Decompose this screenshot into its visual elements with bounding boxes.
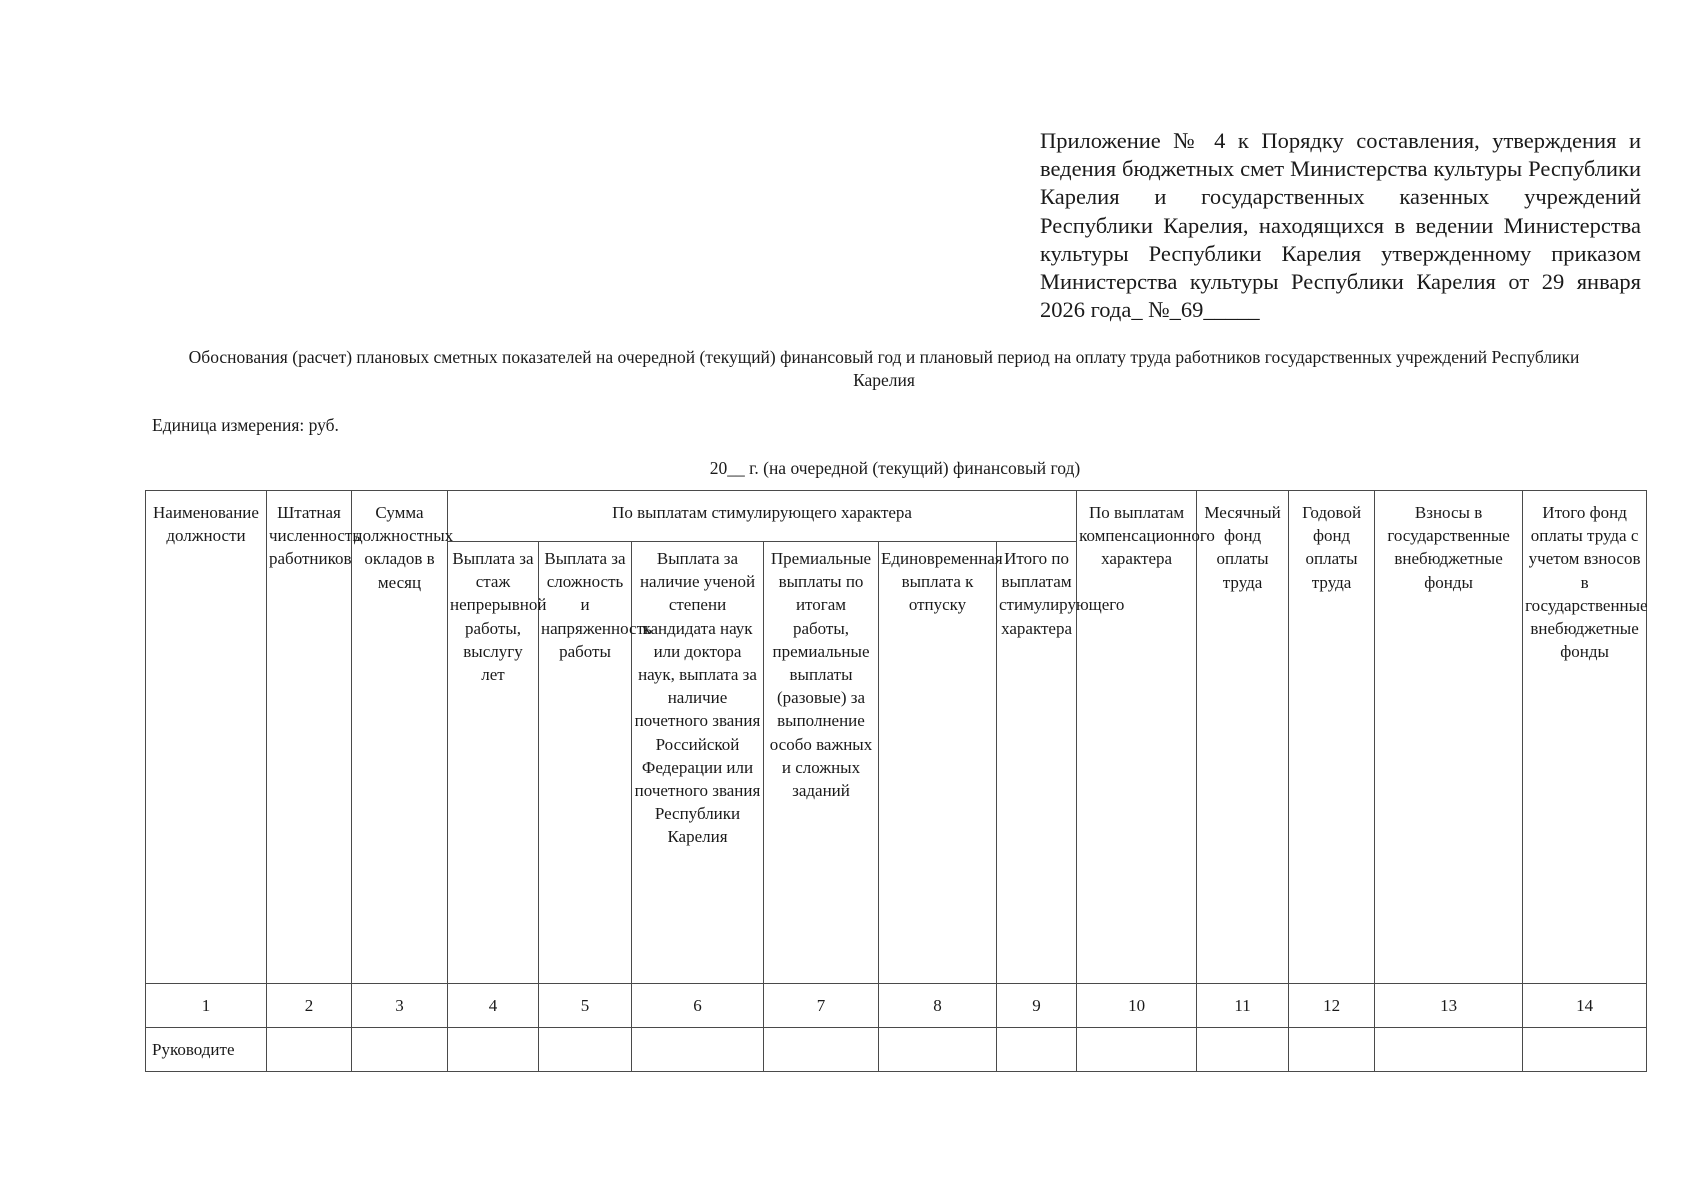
table-cell: [1197, 1028, 1289, 1072]
column-number: 12: [1289, 984, 1375, 1028]
header-bonus-payments: Премиальные выплаты по итогам работы, премиальные выплаты (разовые) за выполнение особо важных и сложных заданий: [764, 542, 879, 984]
column-number: 10: [1077, 984, 1197, 1028]
column-number: 14: [1523, 984, 1647, 1028]
column-number: 11: [1197, 984, 1289, 1028]
header-monthly-fund: Месячный фонд оплаты труда: [1197, 491, 1289, 984]
table-cell: [764, 1028, 879, 1072]
table-cell: [1289, 1028, 1375, 1072]
table-cell: [1375, 1028, 1523, 1072]
header-seniority-payment: Выплата за стаж непрерывной работы, выслугу лет: [448, 542, 539, 984]
table-row: [146, 1028, 1647, 1072]
table-cell: [997, 1028, 1077, 1072]
document-title: Обоснования (расчет) плановых сметных показателей на очередной (текущий) финансовый год и плановый период на оплату труда работников государственных учреждений Республики Карелия: [188, 347, 1580, 390]
table-cell: [1077, 1028, 1197, 1072]
table-cell: [352, 1028, 448, 1072]
column-number: 9: [997, 984, 1077, 1028]
table-cell: [632, 1028, 764, 1072]
period-caption: 20__ г. (на очередной (текущий) финансовый год): [709, 458, 1081, 478]
header-annual-fund: Годовой фонд оплаты труда: [1289, 491, 1375, 984]
column-number: 13: [1375, 984, 1523, 1028]
position-name-cell: Руководите: [146, 1028, 267, 1072]
header-total-fund: Итого фонд оплаты труда с учетом взносов в государственные внебюджетные фонды: [1523, 491, 1647, 984]
table-cell: [879, 1028, 997, 1072]
appendix-note: Приложение № 4 к Порядку составления, утверждения и ведения бюджетных смет Министерства культуры Республики Карелия и государственных казенных учреждений Республики Карелия, находящихся в ведении Министерства культуры Республики Карелия утвержденному приказом Министерства культуры Республики Карелия от 29 января 2026 года_ №_69_____: [1040, 128, 1641, 323]
column-number: 4: [448, 984, 539, 1028]
header-compensation: По выплатам компенсационного характера: [1077, 491, 1197, 984]
column-number: 1: [146, 984, 267, 1028]
column-number-row: [146, 984, 1647, 1028]
table-cell: [267, 1028, 352, 1072]
header-stimulating-group: По выплатам стимулирующего характера: [448, 491, 1077, 542]
column-number: 3: [352, 984, 448, 1028]
column-number: 6: [632, 984, 764, 1028]
table-cell: [1523, 1028, 1647, 1072]
column-number: 5: [539, 984, 632, 1028]
header-degree-payment: Выплата за наличие ученой степени кандидата наук или доктора наук, выплата за наличие почетного звания Российской Федерации или почетного звания Республики Карелия: [632, 542, 764, 984]
table-cell: [448, 1028, 539, 1072]
column-number: 7: [764, 984, 879, 1028]
header-vacation-payment: Единовременная выплата к отпуску: [879, 542, 997, 984]
column-number: 8: [879, 984, 997, 1028]
header-staff-count: Штатная численность работников: [267, 491, 352, 984]
table-cell: [539, 1028, 632, 1072]
header-complexity-payment: Выплата за сложность и напряженность работы: [539, 542, 632, 984]
unit-of-measure: Единица измерения: руб.: [152, 415, 339, 435]
salary-calculation-table: [145, 490, 1647, 1072]
header-stimulating-total: Итого по выплатам стимулирующего характера: [997, 542, 1077, 984]
header-position-name: Наименование должности: [146, 491, 267, 984]
column-number: 2: [267, 984, 352, 1028]
header-salary-sum: Сумма должностных окладов в месяц: [352, 491, 448, 984]
header-contributions: Взносы в государственные внебюджетные фонды: [1375, 491, 1523, 984]
